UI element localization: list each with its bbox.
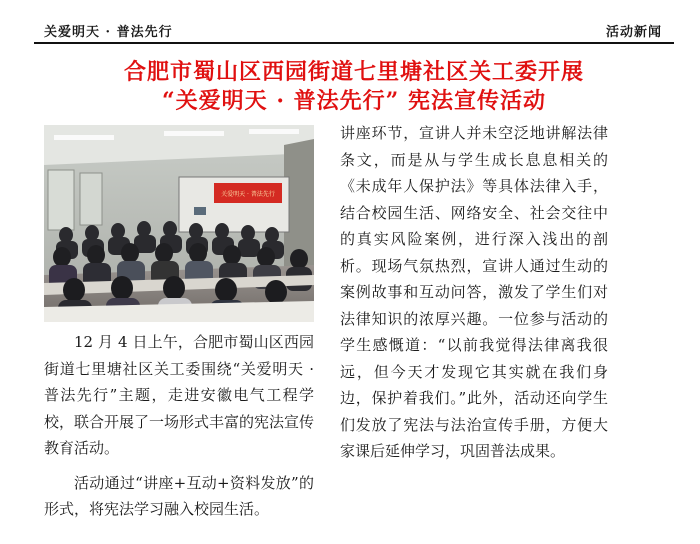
article-title-line2: “关爱明天 · 普法先行” 宪法宣传活动 xyxy=(162,88,546,114)
header-section-label: 活动新闻 xyxy=(605,25,662,40)
classroom-photo-illustration xyxy=(44,125,314,322)
article-paragraph-1: 12 月 4 日上午，合肥市蜀山区西园街道七里塘社区关工委围绕“关爱明天 · 普法先行”主题，走进安徽电气工程学校，联合开展了一场形式丰富的宪法宣传教育活动。 xyxy=(44,333,315,457)
article-title xyxy=(34,58,674,116)
article-column-right xyxy=(340,120,608,465)
article-column-left xyxy=(44,329,314,523)
article-title-line1: 合肥市蜀山区西园街道七里塘社区关工委开展 xyxy=(123,59,584,85)
page-header xyxy=(34,16,674,44)
event-photo xyxy=(44,125,314,322)
article-paragraph-3: 讲座环节，宣讲人并未空泛地讲解法律条文，而是从与学生成长息息相关的《未成年人保护法》等具体法律入手，结合校园生活、网络安全、社会交往中的真实风险案例，进行深入浅出的剖析。现场气氛热烈，宣讲人通过生动的案例故事和互动问答，激发了学生们对法律知识的浓厚兴趣。一位参与活动的学生感慨道：“以前我觉得法律离我很远，但今天才发现它其实就在我们身边，保护着我们。”此外，活动还向学生们发放了宪法与法治宣传手册，方便大家课后延伸学习，巩固普法成果。 xyxy=(340,124,608,460)
header-column-title: 关爱明天 · 普法先行 xyxy=(44,25,173,40)
photo-banner-text: 关爱明天 · 普法先行 xyxy=(221,191,275,198)
article-paragraph-2: 活动通过“讲座+互动+资料发放”的形式，将宪法学习融入校园生活。 xyxy=(44,473,314,518)
